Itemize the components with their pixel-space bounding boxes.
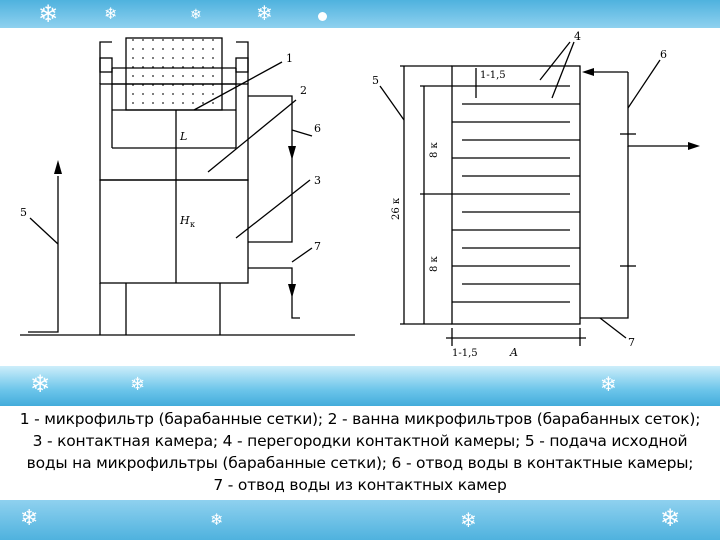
caption-line-2: 3 - контактная камера; 4 - перегородки контактной камеры; 5 - подача исходной [32,432,688,450]
snowflake-icon: ❄ [20,506,39,531]
top-decor-band [0,0,720,28]
label-H-sub: к [190,220,195,229]
middle-decor-band [0,366,720,406]
outlet-pipe-7-plan [580,146,628,318]
snow-dot [318,12,327,21]
label-5: 5 [372,74,379,87]
snowflake-icon: ❄ [256,1,273,25]
bracket-left [100,58,112,72]
label-7: 7 [628,336,635,349]
leader-line-6 [292,130,312,136]
dimension-8k-top-label: 8 к [429,142,440,158]
label-2: 2 [300,84,307,97]
label-5: 5 [20,206,27,219]
leader-line-7 [292,248,312,262]
outlet-pipe-6 [248,96,292,242]
feed-pipe-5 [28,176,58,332]
leader-line-2 [208,100,296,172]
bracket-right [236,58,248,72]
label-3: 3 [314,174,321,187]
arrow-right-icon [688,142,700,150]
leader-line-7 [600,318,626,338]
snowflake-icon: ❄ [660,504,681,532]
snowflake-icon: ❄ [130,374,146,395]
caption-line-1: 1 - микрофильтр (барабанные сетки); 2 - ванна микрофильтров (барабанных сеток); [19,410,701,428]
leader-line-5 [30,218,58,244]
snowflake-icon: ❄ [210,510,224,529]
gap-top-label: 1-1,5 [480,70,506,81]
leader-line-3 [236,180,310,238]
label-L: L [180,130,188,143]
label-6: 6 [660,48,667,61]
dimension-A-label: A [510,346,518,359]
leader-line-6 [628,60,660,108]
label-1: 1 [286,52,293,65]
legend-caption [0,408,720,500]
arrow-left-icon [582,68,594,76]
leader-line-5 [380,86,404,120]
label-7: 7 [314,240,321,253]
snowflake-icon: ❄ [190,7,202,23]
leader-line-4 [540,42,570,80]
caption-line-3: воды на микрофильтры (барабанные сетки); 6 - отвод воды в контактные камеры; [26,454,694,472]
dimension-26k-label: 26 к [391,197,402,220]
label-H: H [180,214,190,227]
gap-bottom-label: 1-1,5 [452,348,478,359]
microfilter-drum-1 [126,38,222,110]
snowflake-icon: ❄ [600,372,617,396]
snowflake-icon: ❄ [38,0,59,28]
arrow-down-icon [288,146,296,160]
dimension-8k-bottom-label: 8 к [429,256,440,272]
bottom-decor-band [0,500,720,540]
left-elevation-drawing [20,38,355,335]
label-6: 6 [314,122,321,135]
caption-line-4: 7 - отвод воды из контактных камер [213,476,507,494]
snowflake-icon: ❄ [460,508,477,532]
snowflake-icon: ❄ [30,370,51,398]
inlet-pipe-6 [628,72,646,146]
arrow-down-icon [288,284,296,298]
right-plan-drawing [380,42,700,346]
contact-chamber-3 [100,180,248,283]
snowflake-icon: ❄ [104,4,118,23]
drum-support-left [100,42,112,84]
drum-support-right [236,42,248,84]
microfilter-scheme [0,28,720,366]
arrow-up-icon [54,160,62,174]
label-4: 4 [574,30,581,43]
partitions-4 [452,86,580,302]
contact-chamber-plan [452,66,580,324]
